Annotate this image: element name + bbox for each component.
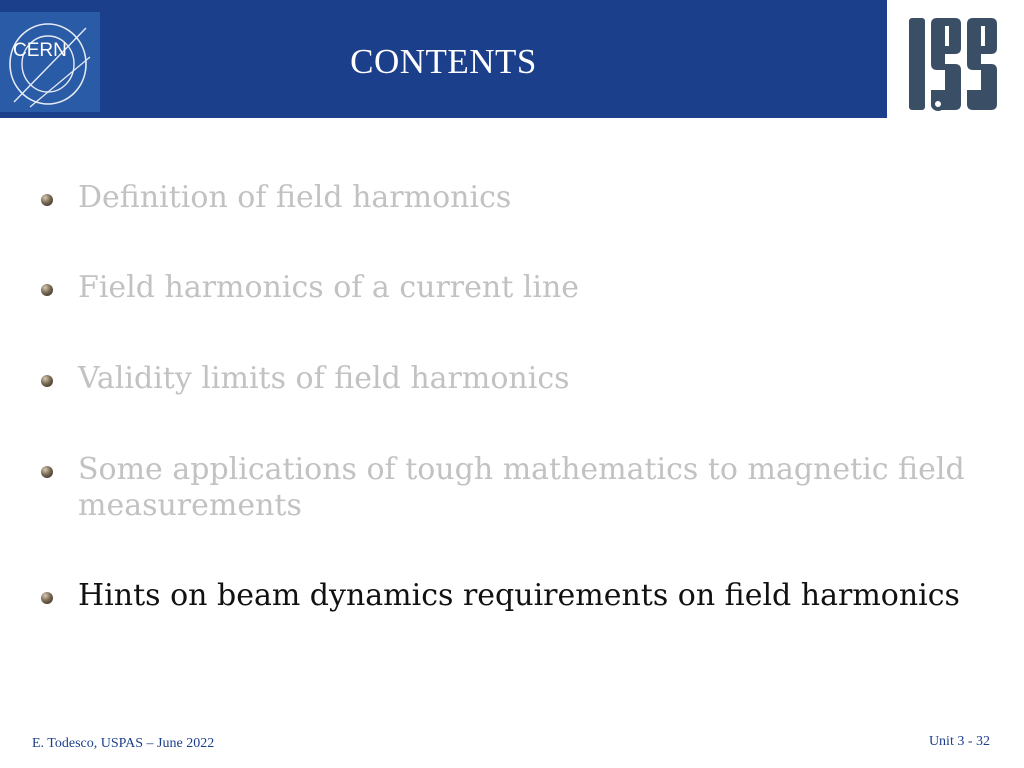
page-title: CONTENTS [350,42,537,81]
bullet-icon [41,375,53,387]
uspas-logo [905,12,1011,118]
footer-author: E. Todesco, USPAS – June 2022 [32,736,215,751]
footer-page-number: Unit 3 - 32 [928,734,990,749]
bullet-icon [41,194,53,206]
list-item-label: Validity limits of field harmonics [78,361,570,396]
list-item-label: Some applications of tough mathematics to magnetic field measurements [78,452,965,523]
list-item-label: Field harmonics of a current line [78,270,580,305]
cern-logo-text: CERN [13,40,67,61]
bullet-icon [41,284,53,296]
list-item-label: Definition of field harmonics [78,180,512,215]
bullet-icon [41,466,53,478]
list-item-label: Hints on beam dynamics requirements on field harmonics [78,578,960,613]
bullet-icon [41,592,53,604]
